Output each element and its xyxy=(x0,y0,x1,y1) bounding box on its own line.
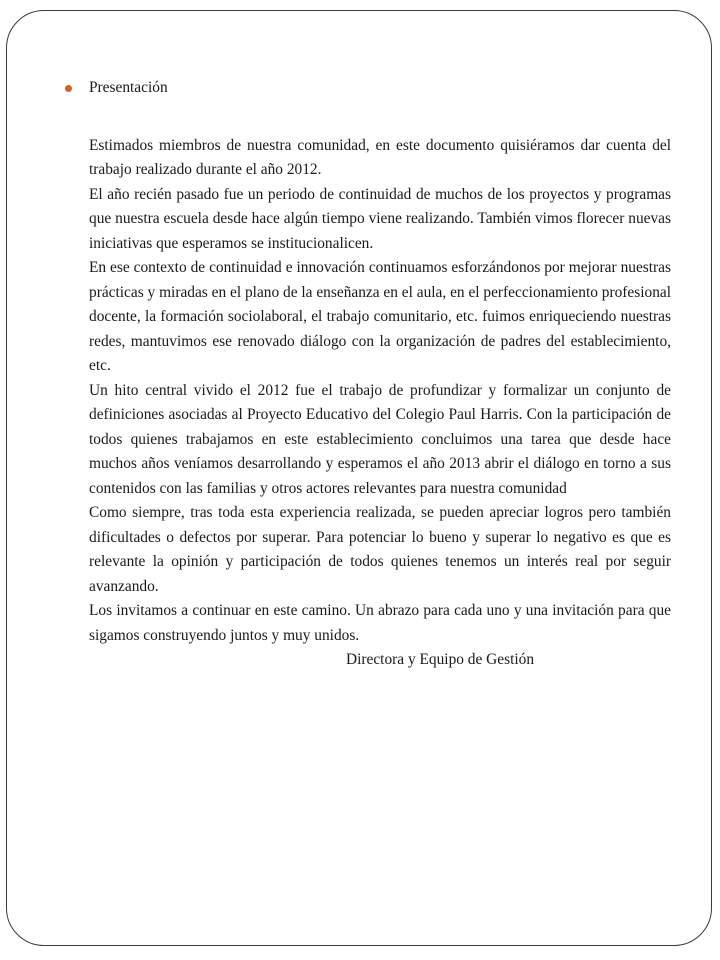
paragraph-milestone: Un hito central vivido el 2012 fue el trabajo de profundizar y formalizar un conjunto de definiciones asociadas al Proyecto Educativo del Colegio Paul Harris. Con la participación de todos quienes trabajamos en este establecimiento concluimos una tarea que desde hace muchos años veníamos desarrollando y esperamos el año 2013 abrir el diálogo en torno a sus contenidos con las familias y otros actores relevantes para nuestra comunidad xyxy=(89,381,671,497)
paragraph-continuity: En ese contexto de continuidad e innovación continuamos esforzándonos por mejorar nuestras prácticas y miradas en el plano de la enseñanza en el aula, en el perfeccionamiento profesional docente, la formación sociolaboral, el trabajo comunitario, etc. fuimos enriqueciendo nuestras redes, mantuvimos ese renovado diálogo con la organización de padres del establecimiento, etc. xyxy=(89,259,672,374)
document-body xyxy=(89,76,671,673)
bullet-icon xyxy=(65,85,72,92)
paragraph-achievements: Como siempre, tras toda esta experiencia realizada, se pueden apreciar logros pero también dificultades o defectos por superar. Para potenciar lo bueno y superar lo negativo es que es relevante la opinión y participación de todos quienes tenemos un interés real por seguir avanzando. xyxy=(89,504,671,595)
paragraph-greeting: Estimados miembros de nuestra comunidad, en este documento quisiéramos dar cuenta del trabajo realizado durante el año 2012. xyxy=(89,136,671,178)
heading-row xyxy=(89,76,671,101)
signature: Directora y Equipo de Gestión xyxy=(346,651,535,668)
paragraph-year-summary: El año recién pasado fue un periodo de continuidad de muchos de los proyectos y programas que nuestra escuela desde hace algún tiempo viene realizando. También vimos florecer nuevas iniciativas que esperamos se institucionalicen. xyxy=(89,185,671,252)
paragraph-invitation: Los invitamos a continuar en este camino. Un abrazo para cada uno y una invitación para que sigamos construyendo juntos y muy unidos. xyxy=(89,602,671,644)
section-heading: Presentación xyxy=(89,79,168,96)
